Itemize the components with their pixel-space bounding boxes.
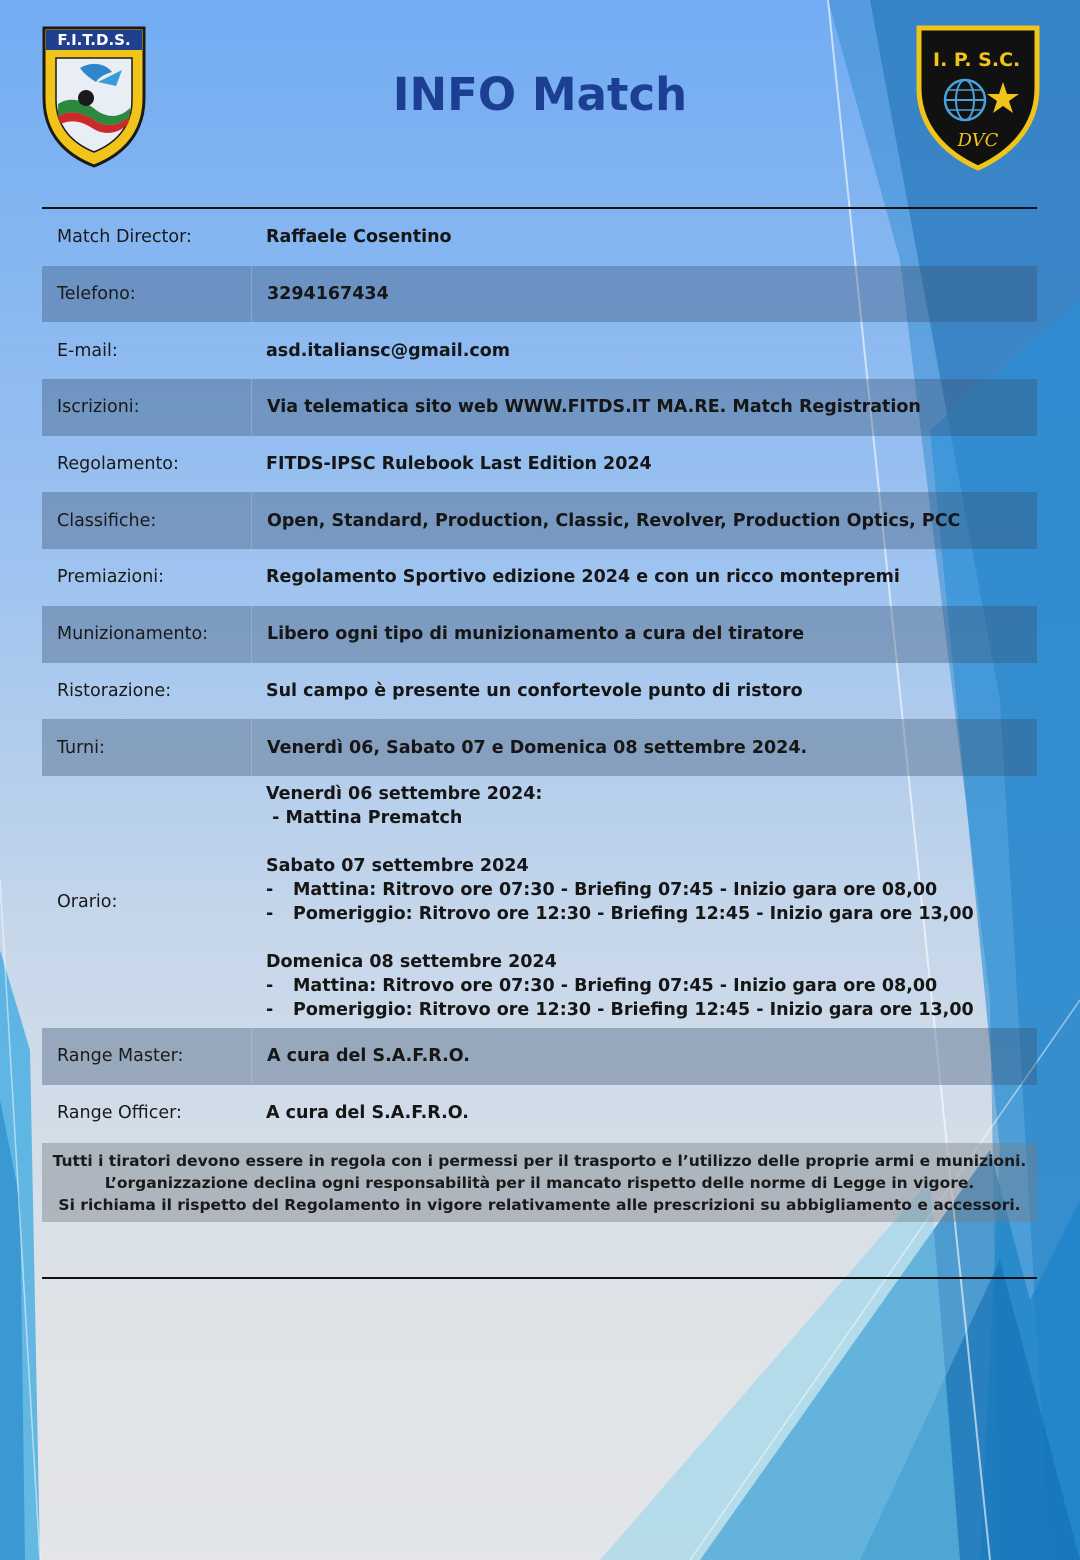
row-label: Regolamento: bbox=[57, 454, 179, 475]
row-label: Telefono: bbox=[42, 266, 252, 323]
row-turni bbox=[42, 719, 1037, 776]
row-match-director bbox=[42, 209, 1037, 266]
row-value: 3294167434 bbox=[267, 284, 389, 305]
row-value: Venerdì 06, Sabato 07 e Domenica 08 settembre 2024. bbox=[267, 737, 808, 758]
row-classifiche bbox=[42, 492, 1037, 549]
schedule-saturday-afternoon: - Pomeriggio: Ritrovo ore 12:30 - Briefing 12:45 - Inizio gara ore 13,00 bbox=[266, 903, 974, 924]
row-value: Via telematica sito web WWW.FITDS.IT MA.RE. Match Registration bbox=[267, 397, 921, 418]
row-label: Range Master: bbox=[42, 1028, 252, 1085]
row-ristorazione bbox=[42, 663, 1037, 720]
row-value: A cura del S.A.F.R.O. bbox=[266, 1102, 469, 1123]
row-label: Orario: bbox=[57, 891, 118, 912]
schedule-friday-heading: Venerdì 06 settembre 2024: bbox=[266, 783, 543, 804]
disclaimer-notice bbox=[42, 1143, 1037, 1222]
row-premiazioni bbox=[42, 549, 1037, 606]
row-label: Iscrizioni: bbox=[42, 379, 252, 436]
bottom-divider bbox=[42, 1277, 1037, 1279]
svg-text:F.I.T.D.S.: F.I.T.D.S. bbox=[57, 31, 131, 49]
schedule-block bbox=[251, 782, 1037, 1022]
row-iscrizioni bbox=[42, 379, 1037, 436]
row-munizionamento bbox=[42, 606, 1037, 663]
schedule-friday-item: - Mattina Prematch bbox=[266, 807, 463, 828]
svg-text:DVC: DVC bbox=[957, 130, 999, 151]
info-table bbox=[42, 209, 1037, 1141]
ipsc-logo bbox=[915, 24, 1041, 172]
row-value: Libero ogni tipo di munizionamento a cura del tiratore bbox=[267, 624, 805, 645]
notice-line-3: Si richiama il rispetto del Regolamento in vigore relativamente alle prescrizioni su abbigliamento e accessori. bbox=[58, 1195, 1021, 1214]
schedule-saturday-morning: - Mattina: Ritrovo ore 07:30 - Briefing 07:45 - Inizio gara ore 08,00 bbox=[266, 879, 938, 900]
row-orario bbox=[42, 776, 1037, 1028]
row-label: Range Officer: bbox=[57, 1102, 182, 1123]
row-telefono bbox=[42, 266, 1037, 323]
row-label: E-mail: bbox=[57, 340, 118, 361]
row-value: Raffaele Cosentino bbox=[266, 227, 452, 248]
row-value: Open, Standard, Production, Classic, Revolver, Production Optics, PCC bbox=[267, 510, 961, 531]
notice-line-2: L’organizzazione declina ogni responsabilità per il mancato rispetto delle norme di Legge in vigore. bbox=[104, 1173, 975, 1192]
schedule-saturday-heading: Sabato 07 settembre 2024 bbox=[266, 855, 529, 876]
row-value: Sul campo è presente un confortevole punto di ristoro bbox=[266, 680, 803, 701]
row-label: Match Director: bbox=[57, 227, 192, 248]
page-title: INFO Match bbox=[392, 68, 688, 121]
row-value: A cura del S.A.F.R.O. bbox=[267, 1046, 470, 1067]
row-value: asd.italiansc@gmail.com bbox=[266, 340, 510, 361]
row-regolamento bbox=[42, 436, 1037, 493]
row-label: Classifiche: bbox=[42, 492, 252, 549]
row-email bbox=[42, 322, 1037, 379]
schedule-sunday-afternoon: - Pomeriggio: Ritrovo ore 12:30 - Briefing 12:45 - Inizio gara ore 13,00 bbox=[266, 999, 974, 1020]
notice-line-1: Tutti i tiratori devono essere in regola con i permessi per il trasporto e l’utilizzo delle proprie armi e munizioni. bbox=[52, 1151, 1027, 1170]
schedule-sunday-morning: - Mattina: Ritrovo ore 07:30 - Briefing 07:45 - Inizio gara ore 08,00 bbox=[266, 975, 938, 996]
ipsc-shield-icon bbox=[915, 24, 1041, 172]
row-label: Munizionamento: bbox=[42, 606, 252, 663]
row-value: Regolamento Sportivo edizione 2024 e con un ricco montepremi bbox=[266, 567, 900, 588]
svg-text:I. P. S.C.: I. P. S.C. bbox=[933, 49, 1021, 71]
row-label: Turni: bbox=[42, 719, 252, 776]
schedule-sunday-heading: Domenica 08 settembre 2024 bbox=[266, 951, 557, 972]
row-range-officer bbox=[42, 1085, 1037, 1142]
row-label: Ristorazione: bbox=[57, 680, 172, 701]
row-label: Premiazioni: bbox=[57, 567, 165, 588]
row-value: FITDS-IPSC Rulebook Last Edition 2024 bbox=[266, 454, 652, 475]
row-range-master bbox=[42, 1028, 1037, 1085]
